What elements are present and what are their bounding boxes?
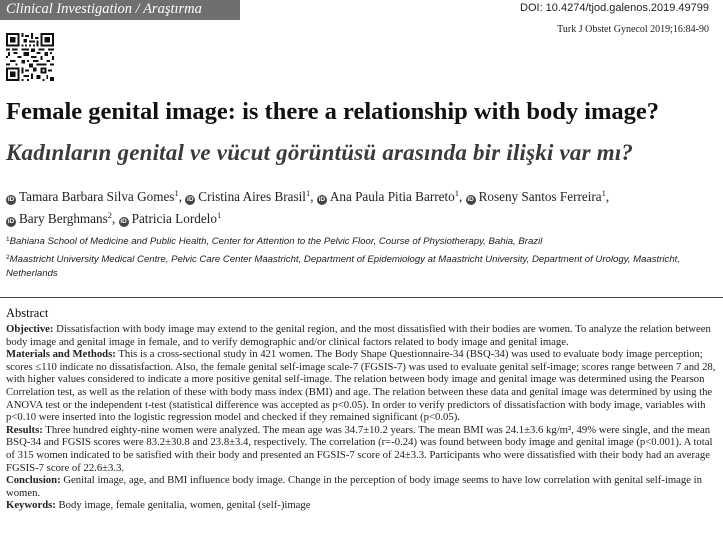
section-label: Clinical Investigation / Araştırma bbox=[6, 1, 202, 17]
conclusion-label: Conclusion: bbox=[6, 474, 61, 487]
keywords-text: Body image, female genitalia, women, genital (self-)image bbox=[58, 499, 311, 512]
author-affiliation-sup: 1 bbox=[174, 188, 179, 198]
article-title-turkish: Kadınların genital ve vücut görüntüsü arasında bir ilişki var mı? bbox=[6, 140, 634, 165]
author-separator: , bbox=[310, 189, 314, 204]
affiliation-sup: 1 bbox=[6, 236, 10, 243]
author-list bbox=[6, 184, 718, 228]
author-name: Tamara Barbara Silva Gomes bbox=[19, 189, 175, 204]
author-affiliation-sup: 2 bbox=[107, 210, 113, 220]
author-entry bbox=[317, 189, 462, 204]
abstract-body bbox=[6, 323, 718, 512]
author-affiliation-sup: 1 bbox=[601, 188, 606, 198]
author-entry bbox=[119, 211, 222, 226]
author-entry bbox=[466, 189, 610, 204]
citation-text: Turk J Obstet Gynecol 2019;16:84-90 bbox=[557, 24, 709, 35]
doi-text[interactable]: DOI: 10.4274/tjod.galenos.2019.49799 bbox=[520, 2, 709, 14]
affiliation-text: Bahiana School of Medicine and Public Health, Center for Attention to the Pelvic Floor, Course of Physiotherapy, Bahia, Brazil bbox=[9, 236, 543, 247]
author-entry bbox=[185, 189, 313, 204]
author-separator: , bbox=[178, 189, 182, 204]
affiliation-sup: 2 bbox=[6, 254, 10, 261]
author-separator: , bbox=[458, 189, 463, 204]
orcid-icon[interactable]: iD bbox=[7, 196, 15, 203]
author-entry bbox=[6, 211, 115, 226]
orcid-icon[interactable]: iD bbox=[7, 218, 15, 225]
section-label-bar bbox=[0, 0, 240, 20]
section-divider bbox=[0, 297, 723, 298]
methods-label: Materials and Methods: bbox=[6, 348, 116, 361]
orcid-icon[interactable]: iD bbox=[467, 196, 474, 203]
orcid-icon[interactable]: iD bbox=[318, 196, 326, 203]
results-label: Results: bbox=[6, 423, 43, 436]
results-text: Three hundred eighty-nine women were analyzed. The mean age was 34.7±10.2 years. The mean BMI was 24.1±3.6 kg/m², 49% were single, and the mean BSQ-34 and FGSIS scores were 83.2±30.8 and 23.8±3.4, respectively. The correlation (r=-0.24) was found between body image and genital image (p<0.001). A total of 315 women indicated to be satisfied with their body and presented an FGSIS-7 score of 24±3.3. Participants who were dissatisfied with their body had an average FGSIS-7 score of 22.6±3.3. bbox=[6, 423, 713, 474]
abstract-heading: Abstract bbox=[6, 306, 49, 320]
objective-text: Dissatisfaction with body image may extend to the genital region, and the most dissatisfied with their bodies are women. To analyze the relation between body image and genital image in female, and to verify demographic and/or clinical factors related to body image and genital image. bbox=[6, 323, 711, 348]
objective-label: Objective: bbox=[6, 323, 54, 335]
author-affiliation-sup: 1 bbox=[216, 210, 222, 220]
author-separator: , bbox=[605, 189, 610, 204]
abstract-methods bbox=[6, 348, 718, 424]
article-title-english: Female genital image: is there a relationship with body image? bbox=[6, 98, 660, 125]
author-affiliation-sup: 1 bbox=[454, 188, 459, 198]
qr-code-icon bbox=[6, 33, 54, 81]
abstract-results bbox=[6, 424, 718, 474]
author-entry bbox=[6, 189, 182, 204]
methods-text: This is a cross-sectional study in 421 women. The Body Shape Questionnaire-34 (BSQ-34) was used to evaluate body image perception; scores ≤110 indicate no dissatisfaction. Also, the female genital self-image scale-7 (FGSIS-7) was used to evaluate genital self-image; scores range between 7 and 28, with higher values considered to indicate a more positive genital self-image. The relation between body image and genital image was determined using the Pearson Correlation test, as well as the relation of these with body mass index (BMI) and age. The relation between these data and genital image was determined by using the ANOVA test or the independent t-test (statistical difference was accepted as p<0.05). In order to verify predictors of dissatisfaction with body image, variables with p<0.10 were inserted into the logistic regression model and checked if they remained significant (p<0.05). bbox=[6, 348, 716, 424]
author-name: Roseny Santos Ferreira bbox=[478, 189, 602, 204]
keywords-label: Keywords: bbox=[6, 499, 56, 512]
abstract-keywords bbox=[6, 499, 718, 512]
author-name: Ana Paula Pitia Barreto bbox=[329, 189, 455, 204]
affiliation-1 bbox=[6, 233, 718, 249]
orcid-icon[interactable]: iD bbox=[120, 218, 127, 225]
author-name: Bary Berghmans bbox=[19, 211, 108, 226]
orcid-icon[interactable]: iD bbox=[187, 196, 194, 203]
affiliation-text: Maastricht University Medical Centre, Pelvic Care Center Maastricht, Department of Epidemiology at Maastricht University, Department of Urology, Maastricht, Netherlands bbox=[6, 254, 681, 279]
author-affiliation-sup: 1 bbox=[305, 188, 311, 198]
author-separator: , bbox=[112, 211, 116, 226]
conclusion-text: Genital image, age, and BMI influence body image. Change in the perception of body image seems to have low correlation with genital self-image in women. bbox=[6, 474, 702, 499]
affiliation-2 bbox=[6, 251, 718, 281]
abstract-objective bbox=[6, 323, 718, 348]
author-name: Patricia Lordelo bbox=[131, 211, 217, 226]
abstract-conclusion bbox=[6, 474, 718, 499]
author-name: Cristina Aires Brasil bbox=[198, 189, 306, 204]
